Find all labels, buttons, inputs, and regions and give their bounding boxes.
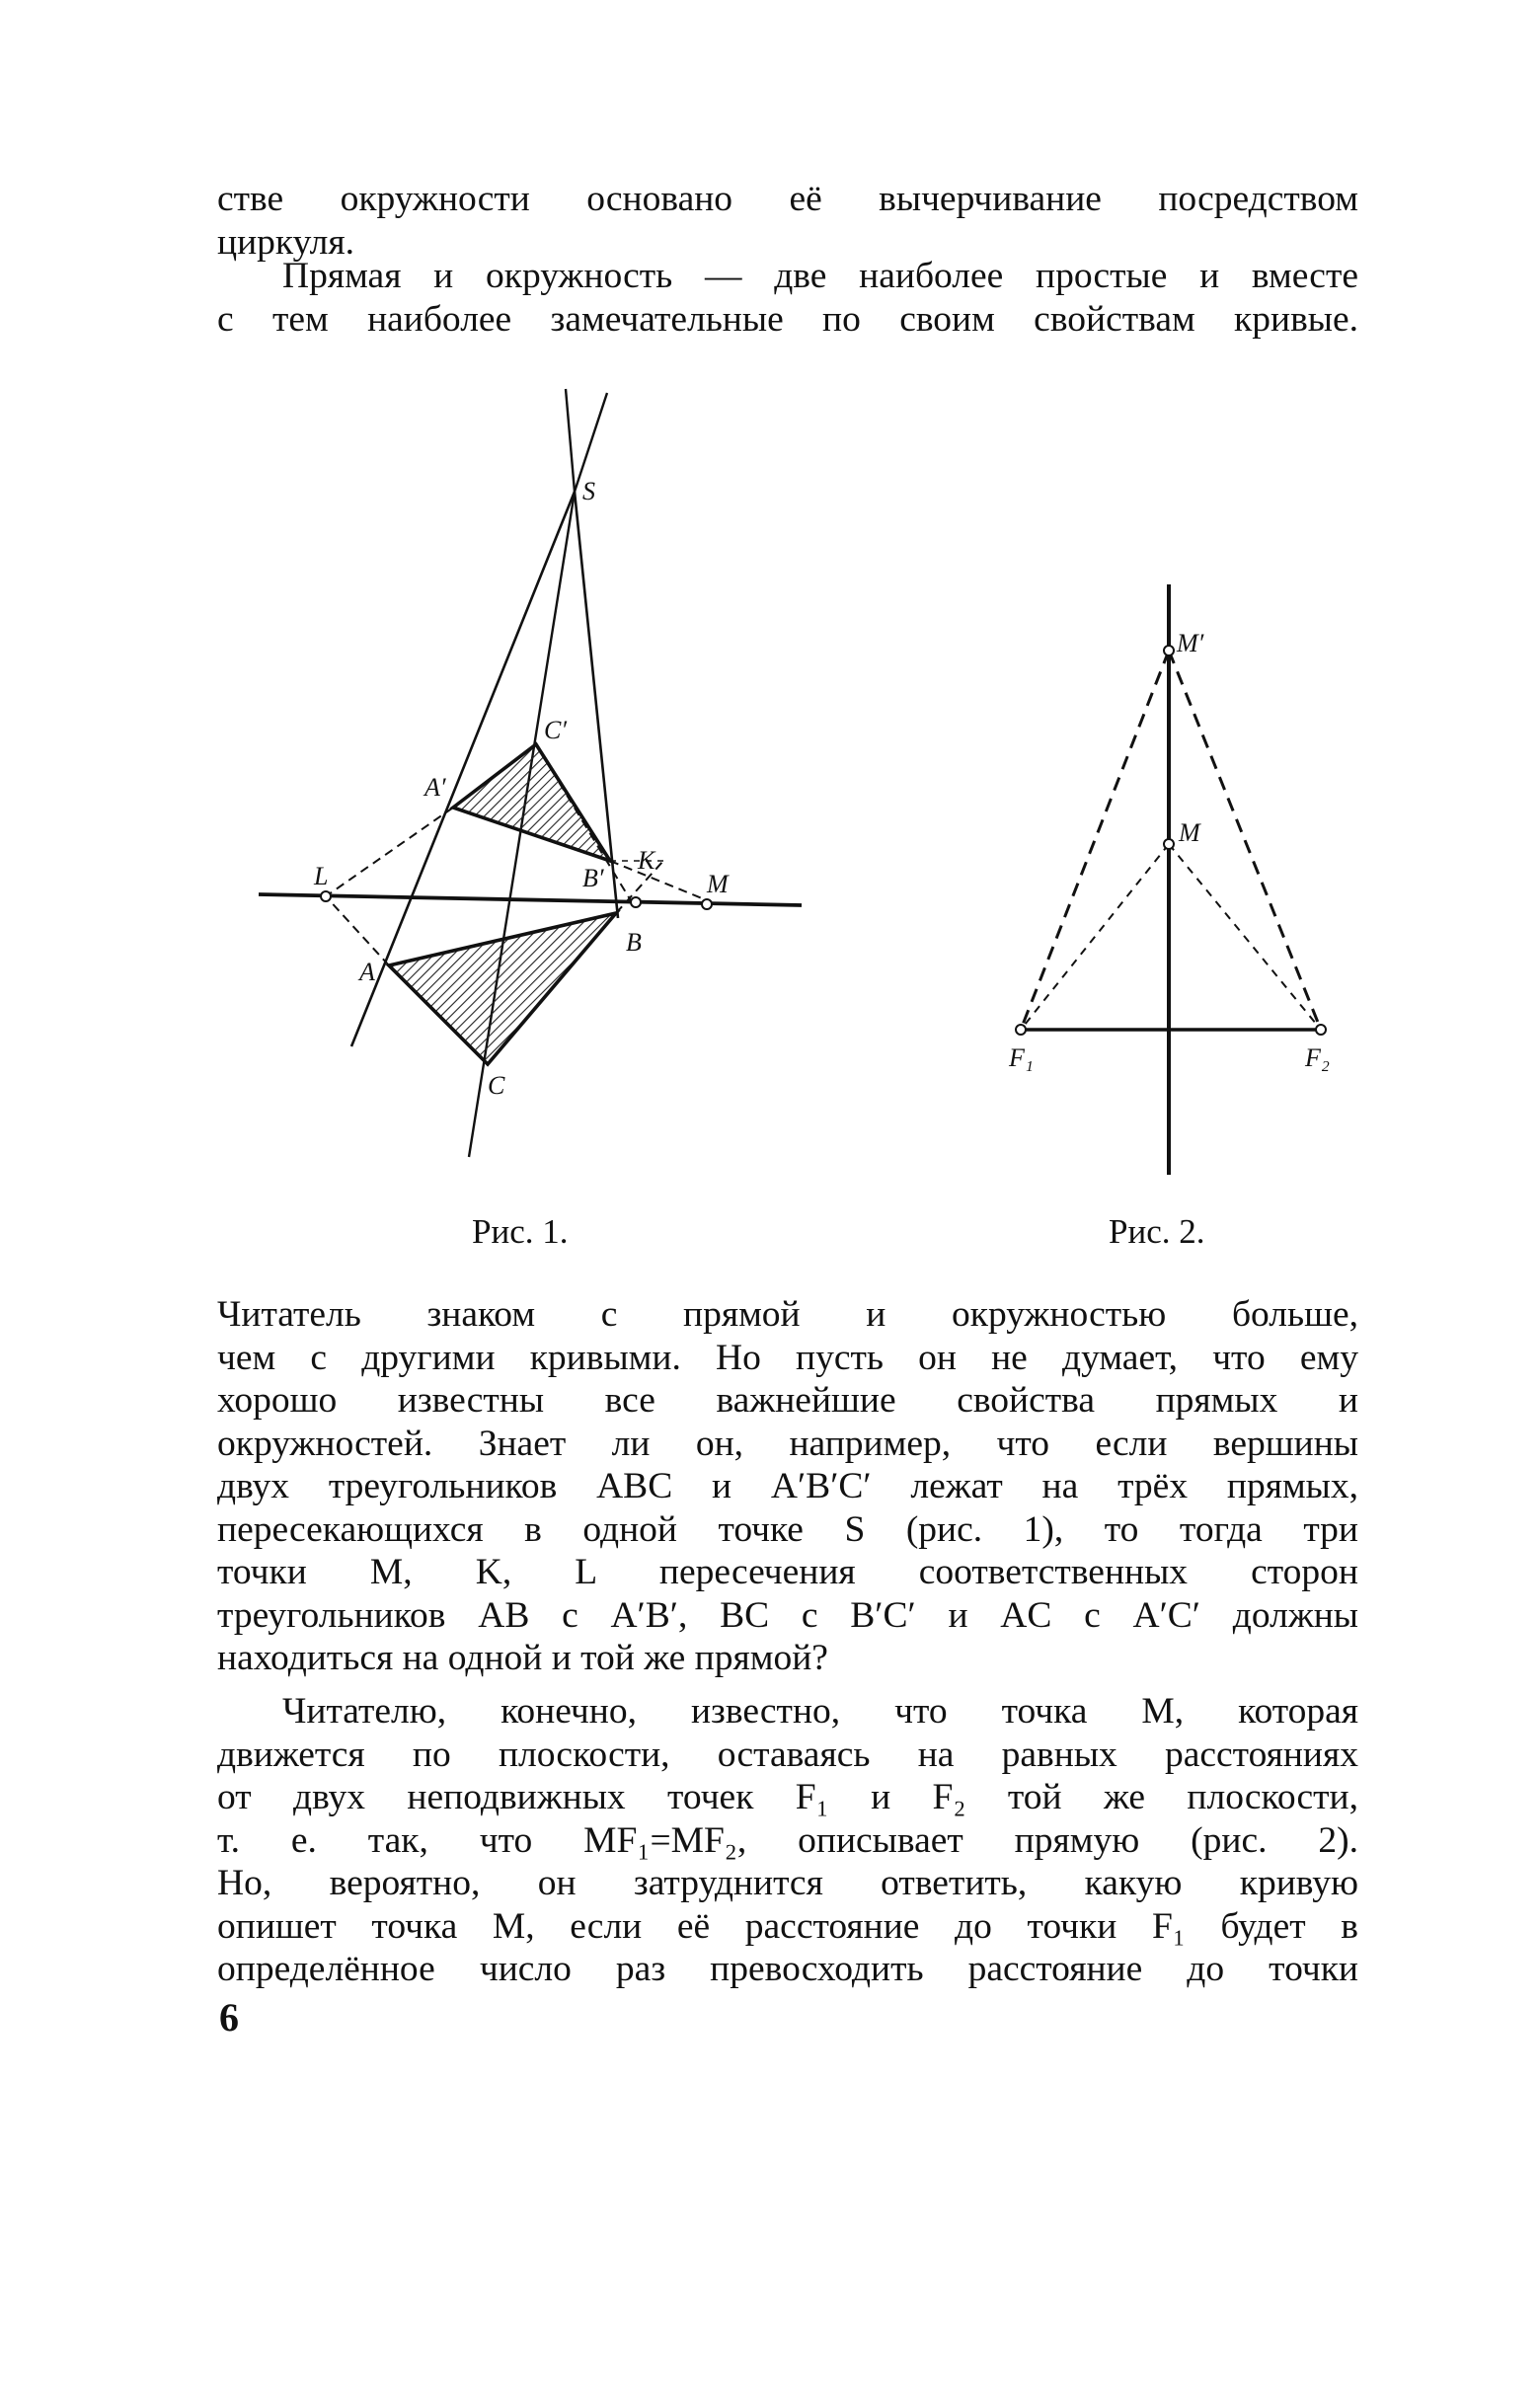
label-m2: M	[1179, 818, 1200, 847]
label-a: A	[359, 958, 375, 986]
text-line: чем с другими кривыми. Но пусть он не думает, что ему	[217, 1337, 1358, 1378]
text-line: двух треугольников ABC и A′B′C′ лежат на трёх прямых,	[217, 1466, 1358, 1506]
text-line: Читателю, конечно, известно, что точка M, которая	[282, 1691, 1358, 1732]
text-line: треугольников AB с A′B′, BC с B′C′ и AC с A′C′ должны	[217, 1594, 1358, 1636]
text-line: Но, вероятно, он затруднится ответить, какую кривую	[217, 1863, 1358, 1903]
point-m1	[1164, 646, 1174, 655]
point-f2	[1316, 1025, 1326, 1035]
dashed-m1-f1	[1021, 651, 1169, 1030]
label-s: S	[582, 477, 595, 505]
point-f1	[1016, 1025, 1026, 1035]
figure-2-caption: Рис. 2.	[1109, 1212, 1205, 1251]
text-line: движется по плоскости, оставаясь на равных расстояниях	[217, 1734, 1358, 1775]
label-f2: F₂	[1305, 1043, 1330, 1072]
figure-1-desargues	[259, 389, 802, 1157]
label-b1: B′	[582, 864, 604, 892]
dashed-m-f1	[1021, 844, 1169, 1030]
label-a1: A′	[424, 773, 446, 802]
text-line: от двух неподвижных точек F₁ и F₂ той же плоскости,	[217, 1777, 1358, 1817]
dashed-m-f2	[1169, 844, 1321, 1030]
text-line: хорошо известны все важнейшие свойства прямых и	[217, 1380, 1358, 1421]
text-line: циркуля.	[217, 221, 355, 263]
point-l	[321, 891, 331, 901]
triangle-a1b1c1	[453, 744, 610, 861]
text-line: стве окружности основано её вычерчивание посредством	[217, 179, 1358, 219]
label-l: L	[314, 862, 329, 890]
text-line: опишет точка M, если её расстояние до точки F₁ будет в	[217, 1905, 1358, 1947]
text-line: определённое число раз превосходить расстояние до точки	[217, 1949, 1358, 1989]
label-m: M	[707, 870, 729, 898]
text-line: находиться на одной и той же прямой?	[217, 1638, 828, 1678]
label-c: C	[488, 1071, 505, 1100]
text-line: т. е. так, что MF₁=MF₂, описывает прямую (рис. 2).	[217, 1819, 1358, 1861]
figure-2-perpendicular-bisector	[1008, 584, 1330, 1175]
paragraph-locus	[217, 1690, 1358, 1991]
triangle-abc	[389, 913, 616, 1064]
text-line: точки M, K, L пересечения соответственных сторон	[217, 1552, 1358, 1592]
text-line: Читатель знаком с прямой и окружностью больше,	[217, 1294, 1358, 1335]
point-m2	[1164, 839, 1174, 849]
point-m	[702, 899, 712, 909]
label-k: K	[638, 846, 655, 875]
point-k	[631, 897, 641, 907]
label-b: B	[626, 928, 642, 957]
text-line: окружностей. Знает ли он, например, что если вершины	[217, 1423, 1358, 1464]
ray-top-a	[566, 389, 575, 492]
dashed-a1-l	[326, 808, 453, 896]
paragraph-desargues	[217, 1293, 1358, 1680]
figure-1-caption: Рис. 1.	[472, 1212, 569, 1251]
dashed-a-l	[326, 896, 389, 965]
page-number: 6	[219, 1995, 239, 2040]
text-line: Прямая и окружность — две наиболее простые и вместе	[282, 256, 1358, 296]
text-line: с тем наиболее замечательные по своим свойствам кривые.	[217, 298, 1358, 340]
label-c1: C′	[544, 716, 568, 744]
text-line: пересекающихся в одной точке S (рис. 1), то тогда три	[217, 1508, 1358, 1550]
label-f1: F₁	[1009, 1043, 1034, 1072]
label-m1: M′	[1177, 629, 1204, 657]
